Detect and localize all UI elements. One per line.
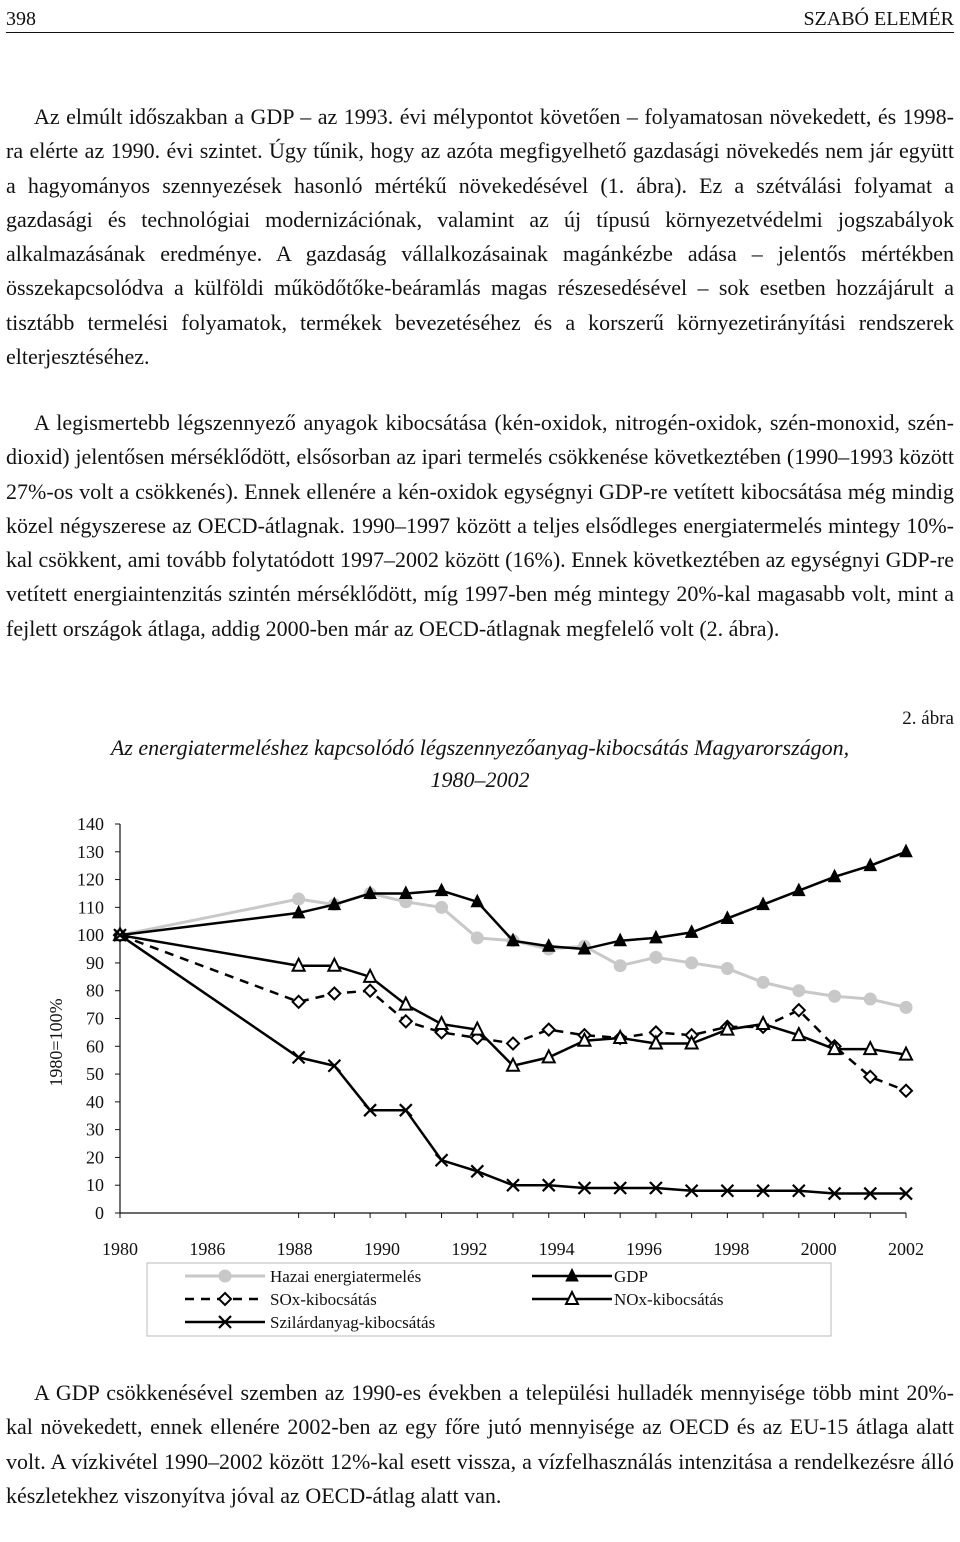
y-axis-label: 1980=100% — [46, 998, 66, 1087]
y-tick-label: 100 — [77, 925, 104, 946]
chart-series — [114, 845, 912, 1200]
paragraph-2: A legismertebb légszennyező anyagok kibocsátása (kén-oxidok, nitrogén-oxidok, szén-monoxid, szén-dioxid) jelentősen mérséklődött, elsősorban az ipari termelés csökkenése következtében (1990–1993 között 27%-os volt a csökkenés). Ennek ellenére a kén-oxidok egységnyi GDP-re vetített kibocsátása még mindig közel négyszerese az OECD-átlagnak. 1990–1997 között a teljes elsődleges energiatermelés mintegy 10%-kal csökkent, ami tovább folytatódott 1997–2002 között (16%). Ennek következtében az egységnyi GDP-re vetített energiaintenzitás szintén mérséklődött, míg 1997-ben még mintegy 20%-kal magasabb volt, mint a fejlett országok átlaga, addig 2000-ben már az OECD-átlagnak megfelelő volt (2. ábra). — [6, 410, 954, 641]
data-point — [864, 993, 876, 1005]
legend-label: NOx-kibocsátás — [614, 1290, 724, 1309]
x-tick-label: 1990 — [364, 1239, 400, 1259]
paragraph-3: A GDP csökkenésével szemben az 1990-es években a települési hulladék mennyisége több mint 20%-kal növekedett, ennek ellenére 2002-ben az egy főre jutó mennyisége az OECD és az EU-15 átlaga alatt volt. A vízkivétel 1990–2002 között 12%-kal esett vissza, a vízfelhasználás intenzitása a rendelkezésre álló készletekhez viszonyítva jóval az OECD-átlag alatt van. — [6, 1380, 954, 1508]
series-hazai-energiatermeles — [114, 887, 912, 1013]
data-point — [436, 884, 448, 896]
y-tick-label: 70 — [86, 1008, 104, 1029]
y-tick-label: 140 — [77, 814, 104, 834]
emission-chart — [0, 800, 960, 1345]
data-point — [328, 987, 340, 999]
y-tick-label: 20 — [86, 1147, 104, 1168]
data-point — [900, 845, 912, 857]
data-point — [650, 951, 662, 963]
series-gdp — [114, 845, 912, 954]
data-point — [507, 1038, 519, 1050]
running-author: SZABÓ ELEMÉR — [803, 8, 954, 30]
paragraph-1: Az elmúlt időszakban a GDP – az 1993. évi mélypontot követően – folyamatosan növekedett, és 1998-ra elérte az 1990. évi szintet. Úgy tűnik, hogy az azóta megfigyelhető gazdasági növekedés nem jár együtt a hagyományos szennyezések hasonló mértékű növekedésével (1. ábra). Ez a szétválási folyamat a gazdasági és technológiai modernizációnak, valamint az új típusú környezetvédelmi jogszabályok alkalmazásának eredménye. A gazdaság vállalkozásainak magánkézbe adása – jelentős mértékben összekapcsolódva a külföldi működőtőke-beáramlás magas részesedésével – sok esetben hozzájárult a tisztább termelési folyamatok, termékek bevezetéséhez és a korszerű környezetirányítási rendszerek elterjesztéséhez. — [6, 104, 954, 370]
y-tick-label: 60 — [86, 1036, 104, 1057]
data-point — [721, 962, 733, 974]
data-point — [400, 998, 412, 1010]
x-tick-label: 1980 — [102, 1239, 138, 1259]
data-point — [829, 990, 841, 1002]
x-tick-label: 1988 — [276, 1239, 313, 1259]
x-tick-label: 2000 — [800, 1239, 837, 1259]
x-tick-label: 1998 — [713, 1239, 750, 1259]
data-point — [293, 893, 305, 905]
figure-label: 2. ábra — [902, 708, 954, 729]
data-point — [793, 985, 805, 997]
y-tick-label: 130 — [77, 841, 104, 862]
data-point — [543, 1024, 555, 1036]
legend-label: Szilárdanyag-kibocsátás — [270, 1313, 436, 1332]
data-point — [471, 932, 483, 944]
data-point — [364, 985, 376, 997]
data-point — [436, 901, 448, 913]
y-tick-label: 30 — [86, 1119, 104, 1140]
legend-label: Hazai energiatermelés — [270, 1267, 422, 1286]
y-tick-label: 40 — [86, 1091, 104, 1112]
x-tick-label: 1986 — [189, 1239, 226, 1259]
data-point — [614, 960, 626, 972]
series-line — [120, 893, 906, 1007]
legend-label: GDP — [614, 1267, 649, 1286]
data-point — [293, 996, 305, 1008]
data-point — [900, 1001, 912, 1013]
legend-label: SOx-kibocsátás — [270, 1290, 377, 1309]
legend-marker — [219, 1270, 231, 1282]
x-tick-label: 1994 — [538, 1239, 575, 1259]
y-tick-label: 110 — [77, 897, 104, 918]
y-tick-label: 120 — [77, 869, 104, 890]
data-point — [757, 1017, 769, 1029]
running-header — [6, 4, 954, 33]
x-tick-label: 1996 — [626, 1239, 662, 1259]
y-tick-label: 0 — [95, 1203, 104, 1223]
page-number: 398 — [6, 8, 36, 30]
data-point — [686, 957, 698, 969]
y-tick-label: 90 — [86, 952, 104, 973]
y-tick-label: 50 — [86, 1064, 104, 1085]
x-tick-label: 2002 — [888, 1239, 924, 1259]
chart-legend — [147, 1263, 831, 1336]
y-tick-label: 10 — [86, 1175, 104, 1196]
data-point — [757, 976, 769, 988]
data-point — [900, 1085, 912, 1097]
figure-title-line-1: Az energiatermeléshez kapcsolódó légszennyezőanyag-kibocsátás Magyarországon, — [110, 735, 850, 760]
x-tick-label: 1992 — [451, 1239, 488, 1259]
figure-title-line-2: 1980–2002 — [430, 767, 530, 792]
y-tick-label: 80 — [86, 980, 104, 1001]
figure-title — [0, 732, 960, 796]
